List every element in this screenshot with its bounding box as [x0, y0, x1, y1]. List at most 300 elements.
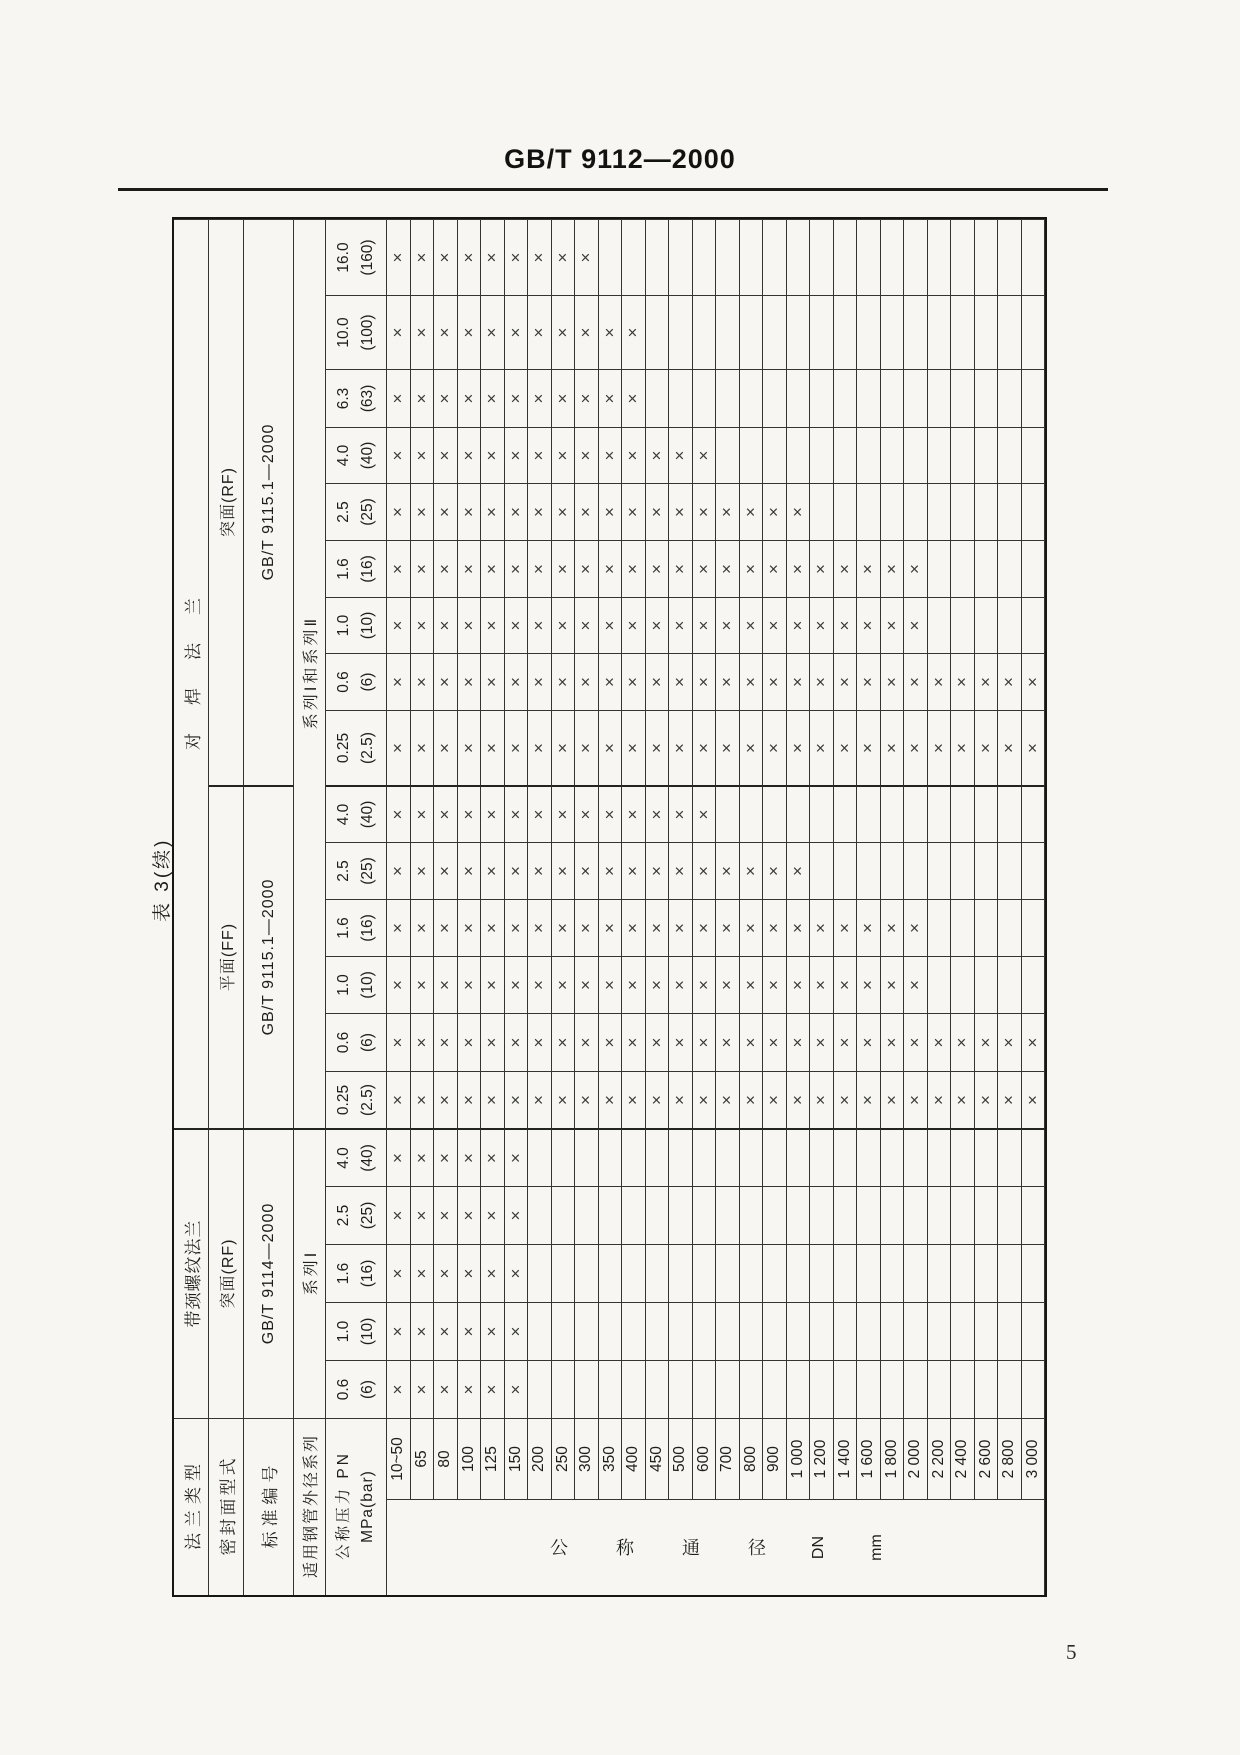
availability-cell — [740, 899, 764, 956]
availability-cell — [951, 710, 975, 785]
availability-mark: × — [693, 677, 713, 687]
availability-mark: × — [670, 507, 690, 517]
availability-cell — [928, 842, 952, 899]
availability-cell — [669, 653, 693, 710]
availability-cell — [693, 1186, 717, 1244]
availability-mark: × — [717, 923, 737, 933]
availability-cell — [458, 653, 482, 710]
availability-cell — [951, 1186, 975, 1244]
availability-cell — [763, 1071, 787, 1128]
dn-value-cell — [928, 1418, 952, 1499]
dn-value: 400 — [624, 1446, 642, 1472]
availability-cell — [928, 899, 952, 956]
availability-mark: × — [435, 327, 455, 338]
availability-cell — [810, 899, 834, 956]
availability-mark: × — [458, 743, 478, 753]
availability-cell — [458, 1302, 482, 1360]
availability-cell — [622, 483, 646, 540]
availability-cell — [716, 597, 740, 653]
pressure-bar-value: (16) — [359, 914, 376, 942]
availability-cell — [599, 710, 623, 785]
dn-value: 300 — [577, 1446, 595, 1472]
availability-mark: × — [529, 252, 549, 263]
availability-mark: × — [646, 507, 666, 517]
availability-mark: × — [787, 620, 807, 631]
availability-cell — [810, 483, 834, 540]
availability-mark: × — [388, 327, 408, 338]
availability-mark: × — [482, 393, 502, 404]
availability-mark: × — [576, 743, 596, 753]
availability-cell — [528, 785, 552, 842]
availability-cell — [669, 1302, 693, 1360]
availability-cell — [481, 369, 505, 427]
availability-cell — [740, 1071, 764, 1128]
availability-mark: × — [388, 1095, 408, 1105]
availability-cell — [834, 369, 858, 427]
availability-cell — [669, 1071, 693, 1128]
availability-cell — [575, 653, 599, 710]
availability-mark: × — [435, 450, 455, 461]
availability-cell — [458, 219, 482, 295]
pressure-label-line2: MPa(bar) — [359, 1470, 376, 1543]
availability-cell — [434, 653, 458, 710]
availability-mark: × — [670, 923, 690, 933]
pressure-bar-value: (6) — [359, 1380, 376, 1399]
header-rule — [118, 188, 1108, 191]
availability-mark: × — [411, 1210, 431, 1221]
availability-mark: × — [482, 507, 502, 517]
availability-cell — [693, 710, 717, 785]
availability-cell — [481, 1244, 505, 1302]
availability-cell — [716, 1244, 740, 1302]
availability-mark: × — [411, 866, 431, 876]
availability-cell — [1022, 369, 1046, 427]
availability-mark: × — [623, 450, 643, 461]
dn-caption-char: mm — [867, 1534, 885, 1561]
availability-cell — [834, 219, 858, 295]
pressure-bar-value: (2.5) — [359, 1084, 376, 1116]
availability-cell — [1022, 710, 1046, 785]
pressure-mpa-value: 1.6 — [335, 558, 352, 580]
availability-cell — [505, 540, 529, 597]
availability-cell — [411, 219, 435, 295]
availability-cell — [387, 1360, 411, 1418]
availability-cell — [575, 842, 599, 899]
availability-cell — [552, 1128, 576, 1186]
availability-mark: × — [646, 1095, 666, 1105]
availability-cell — [834, 1360, 858, 1418]
availability-cell — [928, 427, 952, 483]
availability-cell — [763, 1013, 787, 1071]
availability-mark: × — [529, 980, 549, 990]
pressure-value-cell — [326, 1071, 387, 1128]
availability-cell — [669, 597, 693, 653]
availability-mark: × — [435, 743, 455, 753]
pressure-mpa-value: 2.5 — [335, 501, 352, 523]
availability-mark: × — [529, 393, 549, 404]
availability-cell — [552, 842, 576, 899]
availability-cell — [928, 653, 952, 710]
dn-caption-char: 称 — [615, 1538, 634, 1559]
availability-cell — [434, 842, 458, 899]
availability-cell — [834, 483, 858, 540]
availability-cell — [810, 1186, 834, 1244]
dn-value-cell — [505, 1418, 529, 1499]
availability-mark: × — [646, 923, 666, 933]
availability-cell — [787, 1013, 811, 1071]
availability-cell — [458, 1244, 482, 1302]
availability-mark: × — [529, 866, 549, 876]
availability-cell — [693, 1128, 717, 1186]
availability-cell — [928, 710, 952, 785]
availability-cell — [787, 1071, 811, 1128]
availability-mark: × — [388, 393, 408, 404]
availability-cell — [693, 899, 717, 956]
availability-mark: × — [834, 677, 854, 687]
dn-value: 150 — [506, 1446, 524, 1472]
availability-cell — [458, 1186, 482, 1244]
availability-cell — [763, 653, 787, 710]
availability-mark: × — [787, 743, 807, 753]
dn-value: 200 — [530, 1446, 548, 1472]
availability-cell — [528, 597, 552, 653]
availability-cell — [693, 956, 717, 1013]
availability-cell — [669, 1360, 693, 1418]
availability-cell — [552, 710, 576, 785]
availability-mark: × — [505, 809, 525, 820]
availability-cell — [787, 1360, 811, 1418]
availability-cell — [481, 653, 505, 710]
availability-cell — [669, 1244, 693, 1302]
availability-cell — [599, 785, 623, 842]
availability-mark: × — [411, 1037, 431, 1048]
availability-cell — [575, 1013, 599, 1071]
availability-cell — [552, 1186, 576, 1244]
availability-cell — [716, 295, 740, 369]
availability-cell — [505, 427, 529, 483]
availability-cell — [716, 1071, 740, 1128]
availability-mark: × — [576, 327, 596, 338]
availability-mark: × — [435, 1384, 455, 1395]
availability-cell — [622, 295, 646, 369]
availability-mark: × — [458, 866, 478, 876]
pressure-bar-value: (6) — [359, 672, 376, 692]
pressure-value-cell — [326, 785, 387, 842]
availability-mark: × — [670, 564, 690, 574]
availability-cell — [975, 785, 999, 842]
availability-cell — [928, 540, 952, 597]
availability-mark: × — [693, 980, 713, 990]
availability-cell — [411, 710, 435, 785]
availability-mark: × — [552, 866, 572, 876]
availability-mark: × — [646, 450, 666, 461]
availability-cell — [528, 369, 552, 427]
dn-value-cell — [975, 1418, 999, 1499]
availability-cell — [411, 295, 435, 369]
availability-mark: × — [576, 1037, 596, 1048]
availability-cell — [599, 219, 623, 295]
availability-cell — [881, 710, 905, 785]
availability-mark: × — [764, 923, 784, 933]
availability-mark: × — [740, 1095, 760, 1105]
availability-cell — [646, 1244, 670, 1302]
availability-cell — [1022, 899, 1046, 956]
standard-number-cell-label: GB/T 9114—2000 — [259, 1202, 277, 1345]
availability-cell — [998, 785, 1022, 842]
availability-cell — [505, 1013, 529, 1071]
availability-mark: × — [411, 1095, 431, 1105]
dn-value-cell — [740, 1418, 764, 1499]
flange-type-label: 法兰类型 — [183, 1458, 203, 1550]
availability-cell — [951, 842, 975, 899]
availability-mark: × — [623, 393, 643, 404]
availability-mark: × — [952, 1037, 972, 1048]
pressure-mpa-value: 4.0 — [335, 1147, 352, 1169]
pressure-value-cell — [326, 219, 387, 295]
availability-mark: × — [811, 1037, 831, 1048]
availability-cell — [599, 295, 623, 369]
availability-mark: × — [717, 743, 737, 753]
availability-mark: × — [435, 393, 455, 404]
availability-cell — [387, 1186, 411, 1244]
availability-cell — [599, 1302, 623, 1360]
availability-mark: × — [576, 677, 596, 687]
availability-cell — [458, 295, 482, 369]
availability-cell — [975, 540, 999, 597]
availability-mark: × — [458, 450, 478, 461]
availability-cell — [434, 483, 458, 540]
pressure-mpa-value: 0.6 — [335, 1378, 352, 1401]
corner-pipe-od-series-cell — [294, 1418, 326, 1595]
availability-mark: × — [670, 1095, 690, 1105]
availability-cell — [693, 1013, 717, 1071]
availability-cell — [857, 1013, 881, 1071]
availability-cell — [975, 597, 999, 653]
availability-cell — [904, 1244, 928, 1302]
flange-type-group-cell-label: 带颈螺纹法兰 — [183, 1219, 203, 1328]
availability-cell — [834, 597, 858, 653]
availability-cell — [505, 295, 529, 369]
availability-cell — [904, 483, 928, 540]
availability-cell — [575, 956, 599, 1013]
availability-cell — [387, 710, 411, 785]
availability-mark: × — [505, 677, 525, 687]
availability-mark: × — [388, 866, 408, 876]
availability-mark: × — [576, 252, 596, 263]
availability-mark: × — [764, 564, 784, 574]
availability-cell — [505, 710, 529, 785]
pipe-series-cell — [294, 1128, 326, 1418]
availability-cell — [411, 597, 435, 653]
pressure-bar-value: (16) — [359, 555, 376, 583]
availability-mark: × — [411, 1153, 431, 1163]
availability-cell — [881, 1128, 905, 1186]
availability-cell — [928, 1071, 952, 1128]
dn-value-cell — [904, 1418, 928, 1499]
availability-cell — [669, 483, 693, 540]
availability-cell — [1022, 1071, 1046, 1128]
availability-cell — [740, 427, 764, 483]
availability-cell — [810, 1360, 834, 1418]
availability-cell — [646, 483, 670, 540]
availability-cell — [646, 956, 670, 1013]
availability-mark: × — [811, 564, 831, 574]
availability-cell — [763, 899, 787, 956]
pressure-bar-value: (25) — [359, 498, 376, 526]
availability-cell — [646, 219, 670, 295]
availability-mark: × — [552, 620, 572, 631]
availability-cell — [1022, 653, 1046, 710]
availability-cell — [458, 956, 482, 1013]
availability-mark: × — [482, 327, 502, 338]
availability-mark: × — [811, 923, 831, 933]
pressure-value-cell — [326, 427, 387, 483]
availability-cell — [857, 1128, 881, 1186]
availability-cell — [857, 1244, 881, 1302]
availability-mark: × — [388, 450, 408, 461]
availability-cell — [458, 483, 482, 540]
availability-cell — [622, 785, 646, 842]
availability-mark: × — [811, 620, 831, 631]
availability-mark: × — [435, 677, 455, 687]
availability-cell — [951, 597, 975, 653]
availability-cell — [575, 1244, 599, 1302]
availability-mark: × — [646, 743, 666, 753]
availability-cell — [528, 1186, 552, 1244]
availability-cell — [481, 483, 505, 540]
availability-cell — [904, 219, 928, 295]
availability-cell — [552, 219, 576, 295]
availability-mark: × — [928, 677, 948, 687]
availability-mark: × — [905, 677, 925, 687]
dn-value-cell — [622, 1418, 646, 1499]
availability-cell — [928, 1360, 952, 1418]
corner-flange-type-cell — [174, 1418, 209, 1595]
availability-cell — [387, 956, 411, 1013]
sealing-face-group-cell-label: 突面(RF) — [219, 1238, 237, 1309]
availability-cell — [599, 1244, 623, 1302]
availability-mark: × — [623, 507, 643, 517]
pressure-value-cell — [326, 653, 387, 710]
availability-mark: × — [458, 677, 478, 687]
availability-mark: × — [670, 866, 690, 876]
availability-cell — [951, 1360, 975, 1418]
dn-value: 2 000 — [906, 1439, 924, 1479]
availability-mark: × — [717, 1037, 737, 1048]
availability-cell — [998, 219, 1022, 295]
availability-cell — [646, 842, 670, 899]
availability-mark: × — [482, 564, 502, 574]
availability-cell — [998, 1128, 1022, 1186]
availability-mark: × — [435, 620, 455, 631]
availability-mark: × — [740, 743, 760, 753]
availability-mark: × — [552, 327, 572, 338]
availability-cell — [998, 653, 1022, 710]
availability-cell — [857, 710, 881, 785]
availability-mark: × — [881, 677, 901, 687]
availability-cell — [599, 1360, 623, 1418]
dn-value-cell — [1022, 1418, 1046, 1499]
dn-value-cell — [669, 1418, 693, 1499]
availability-cell — [904, 899, 928, 956]
availability-cell — [787, 540, 811, 597]
dn-value-cell — [834, 1418, 858, 1499]
availability-cell — [646, 295, 670, 369]
availability-cell — [528, 483, 552, 540]
availability-mark: × — [388, 1037, 408, 1048]
availability-mark: × — [505, 1384, 525, 1395]
availability-mark: × — [858, 620, 878, 631]
availability-cell — [881, 1302, 905, 1360]
availability-cell — [552, 1013, 576, 1071]
availability-mark: × — [505, 1095, 525, 1105]
availability-cell — [434, 1360, 458, 1418]
availability-cell — [857, 1071, 881, 1128]
availability-cell — [740, 1186, 764, 1244]
dn-value: 80 — [436, 1450, 454, 1468]
availability-mark: × — [646, 809, 666, 820]
availability-mark: × — [576, 923, 596, 933]
availability-cell — [834, 1128, 858, 1186]
availability-cell — [387, 1128, 411, 1186]
dn-value: 500 — [671, 1446, 689, 1472]
pressure-bar-value: (40) — [359, 800, 376, 829]
pressure-mpa-value: 1.0 — [335, 614, 352, 637]
pressure-mpa-value: 0.25 — [335, 1084, 352, 1116]
availability-cell — [669, 295, 693, 369]
availability-mark: × — [482, 1095, 502, 1105]
availability-mark: × — [388, 252, 408, 263]
availability-mark: × — [623, 809, 643, 820]
availability-cell — [646, 1302, 670, 1360]
availability-mark: × — [388, 564, 408, 574]
availability-cell — [763, 1302, 787, 1360]
availability-cell — [622, 1071, 646, 1128]
availability-mark: × — [388, 677, 408, 687]
availability-mark: × — [458, 252, 478, 263]
availability-cell — [481, 295, 505, 369]
availability-mark: × — [905, 1037, 925, 1048]
availability-mark: × — [529, 1037, 549, 1048]
availability-cell — [458, 427, 482, 483]
flange-type-group-cell — [174, 1128, 209, 1418]
availability-cell — [787, 653, 811, 710]
availability-cell — [975, 369, 999, 427]
availability-cell — [810, 1302, 834, 1360]
availability-cell — [787, 1128, 811, 1186]
availability-cell — [505, 1302, 529, 1360]
availability-mark: × — [670, 1037, 690, 1048]
availability-mark: × — [529, 809, 549, 820]
availability-mark: × — [905, 923, 925, 933]
availability-mark: × — [529, 677, 549, 687]
availability-cell — [528, 219, 552, 295]
availability-cell — [951, 369, 975, 427]
availability-cell — [505, 842, 529, 899]
availability-mark: × — [764, 507, 784, 517]
page-number: 5 — [1066, 1640, 1077, 1664]
availability-cell — [716, 219, 740, 295]
availability-mark: × — [505, 252, 525, 263]
availability-cell — [411, 1013, 435, 1071]
availability-mark: × — [881, 923, 901, 933]
availability-cell — [834, 295, 858, 369]
pressure-value-cell — [326, 483, 387, 540]
availability-mark: × — [787, 980, 807, 990]
availability-cell — [763, 540, 787, 597]
availability-cell — [434, 369, 458, 427]
flange-type-group-cell — [174, 219, 209, 1128]
